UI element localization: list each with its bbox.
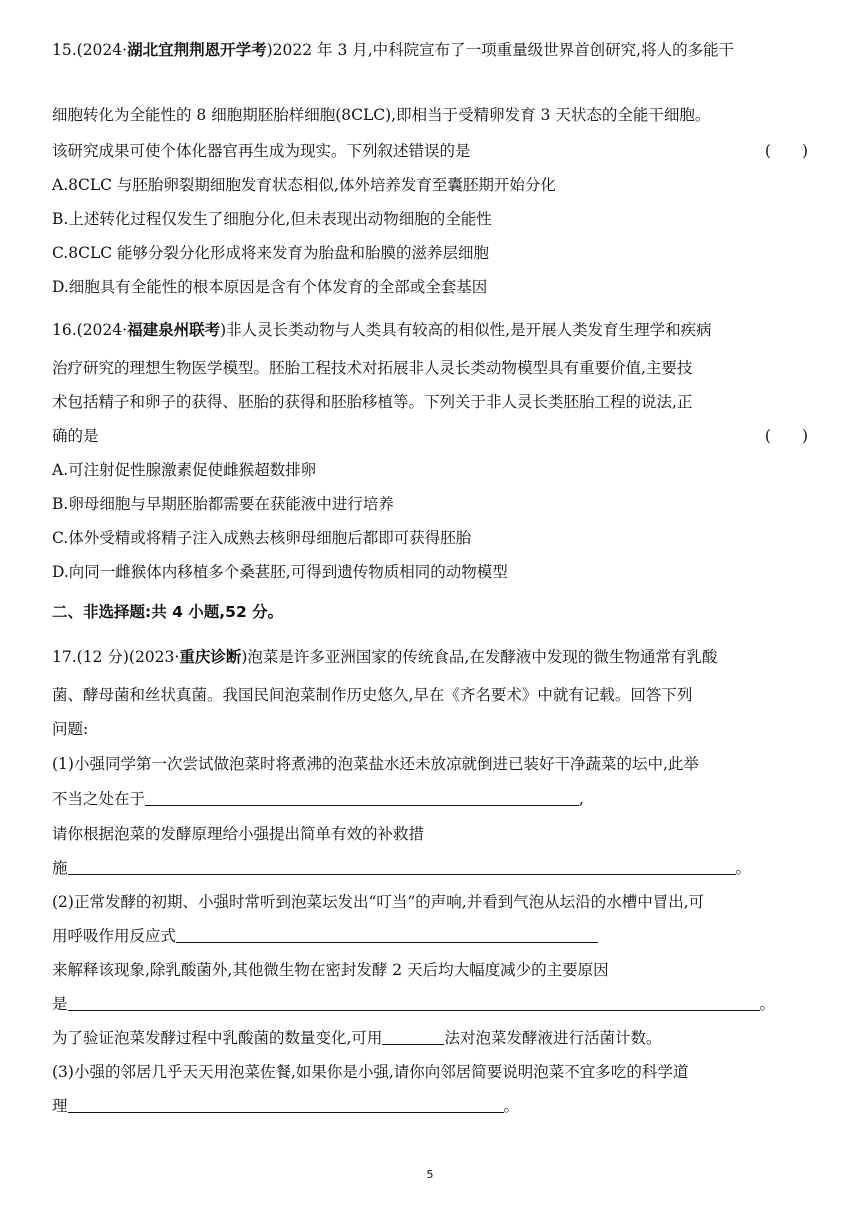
q15-text-1: )2022 年 3 月,中科院宣布了一项重量级世界首创研究,将人的多能干 [266,41,735,59]
q15-option-d: D.细胞具有全能性的根本原因是含有个体发育的全部或全套基因 [52,278,488,296]
q17-p1-line-4 [52,856,751,878]
q15-option-a: A.8CLC 与胚胎卵裂期细胞发育状态相似,体外培养发育至囊胚期开始分化 [52,176,556,194]
q17-source: 重庆诊断 [179,648,242,666]
q17-p1-prompt: 不当之处在于 [52,790,146,808]
q15-number: 15.(2024· [52,41,128,59]
q16-text-1: )非人灵长类动物与人类具有较高的相似性,是开展人类发育生理学和疾病 [220,321,712,339]
q16-source: 福建泉州联考 [127,321,221,339]
q17-line-1 [52,645,717,667]
q17-p3-period: 。 [503,1097,520,1115]
q15-line-1 [52,38,734,60]
q17-p1-line-1: (1)小强同学第一次尝试做泡菜时将煮沸的泡菜盐水还未放凉就倒进已装好干净蔬菜的坛中,此举 [52,755,699,773]
q17-p3-line-1: (3)小强的邻居几乎天天用泡菜佐餐,如果你是小强,请你向邻居简要说明泡菜不宜多吃的科学道 [52,1063,689,1081]
q17-p1-line-2 [52,787,584,809]
q17-p1-line-3: 请你根据泡菜的发酵原理给小强提出简单有效的补救措 [52,825,425,843]
q17-line-3: 问题: [52,720,89,738]
q15-option-b: B.上述转化过程仅发生了细胞分化,但未表现出动物细胞的全能性 [52,210,492,228]
answer-blank-3[interactable] [176,927,598,944]
q16-number: 16.(2024· [52,321,128,339]
q17-p3-line-2 [52,1094,519,1116]
q17-p1-prompt-2: 施 [52,859,68,877]
q16-option-c: C.体外受精或将精子注入成熟去核卵母细胞后都即可获得胚胎 [52,529,472,547]
q16-line-2: 治疗研究的理想生物医学模型。胚胎工程技术对拓展非人灵长类动物模型具有重要价值,主要技 [52,359,693,377]
section-heading: 二、非选择题:共 4 小题,52 分。 [52,603,284,621]
answer-blank-1[interactable] [145,790,579,807]
q16-line-1 [52,318,712,340]
q17-p2-method-prompt: 为了验证泡菜发酵过程中乳酸菌的数量变化,可用 [52,1029,383,1047]
q17-p2-prompt: 用呼吸作用反应式 [52,927,177,945]
q17-p2-line-1: (2)正常发酵的初期、小强时常听到泡菜坛发出“叮当”的声响,并看到气泡从坛沿的水槽中冒出,可 [52,893,705,911]
q17-p2-line-4 [52,992,775,1014]
answer-blank-5[interactable] [382,1029,444,1046]
q17-p2-line-3: 来解释该现象,除乳酸菌外,其他微生物在密封发酵 2 天后均大幅度减少的主要原因 [52,961,609,979]
q17-p3-prompt: 理 [52,1097,68,1115]
q17-number: 17.(12 分)(2023· [52,648,180,666]
q16-answer-paren: ( ) [764,427,808,445]
page-number: 5 [426,1168,434,1181]
q15-option-c: C.8CLC 能够分裂分化形成将来发育为胎盘和胎膜的滋养层细胞 [52,244,490,262]
q17-p2-period: 。 [759,995,776,1013]
q17-p1-period: 。 [735,859,752,877]
q17-p1-comma: , [579,790,584,808]
answer-blank-6[interactable] [68,1097,504,1114]
q17-p2-prompt-2: 是 [52,995,68,1013]
q17-text-1: )泡菜是许多亚洲国家的传统食品,在发酵液中发现的微生物通常有乳酸 [241,648,718,666]
q16-option-b: B.卵母细胞与早期胚胎都需要在获能液中进行培养 [52,495,394,513]
q16-line-4: 确的是 [52,427,99,445]
q17-p2-method-rest: 法对泡菜发酵液进行活菌计数。 [444,1029,662,1047]
answer-blank-4[interactable] [68,995,760,1012]
q15-answer-paren: ( ) [764,142,808,160]
q16-line-3: 术包括精子和卵子的获得、胚胎的获得和胚胎移植等。下列关于非人灵长类胚胎工程的说法,正 [52,393,693,411]
q17-p2-line-2 [52,924,598,946]
q15-line-3: 该研究成果可使个体化器官再生成为现实。下列叙述错误的是 [52,142,471,160]
q17-line-2: 菌、酵母菌和丝状真菌。我国民间泡菜制作历史悠久,早在《齐名要术》中就有记载。回答下列 [52,686,693,704]
q15-line-2: 细胞转化为全能性的 8 细胞期胚胎样细胞(8CLC),即相当于受精卵发育 3 天状态的全能干细胞。 [52,106,711,124]
q17-p2-line-5 [52,1026,661,1048]
q15-source: 湖北宜荆荆恩开学考 [127,41,267,59]
q16-option-d: D.向同一雌猴体内移植多个桑葚胚,可得到遗传物质相同的动物模型 [52,563,508,581]
q16-option-a: A.可注射促性腺激素促使雌猴超数排卵 [52,461,317,479]
answer-blank-2[interactable] [68,859,736,876]
